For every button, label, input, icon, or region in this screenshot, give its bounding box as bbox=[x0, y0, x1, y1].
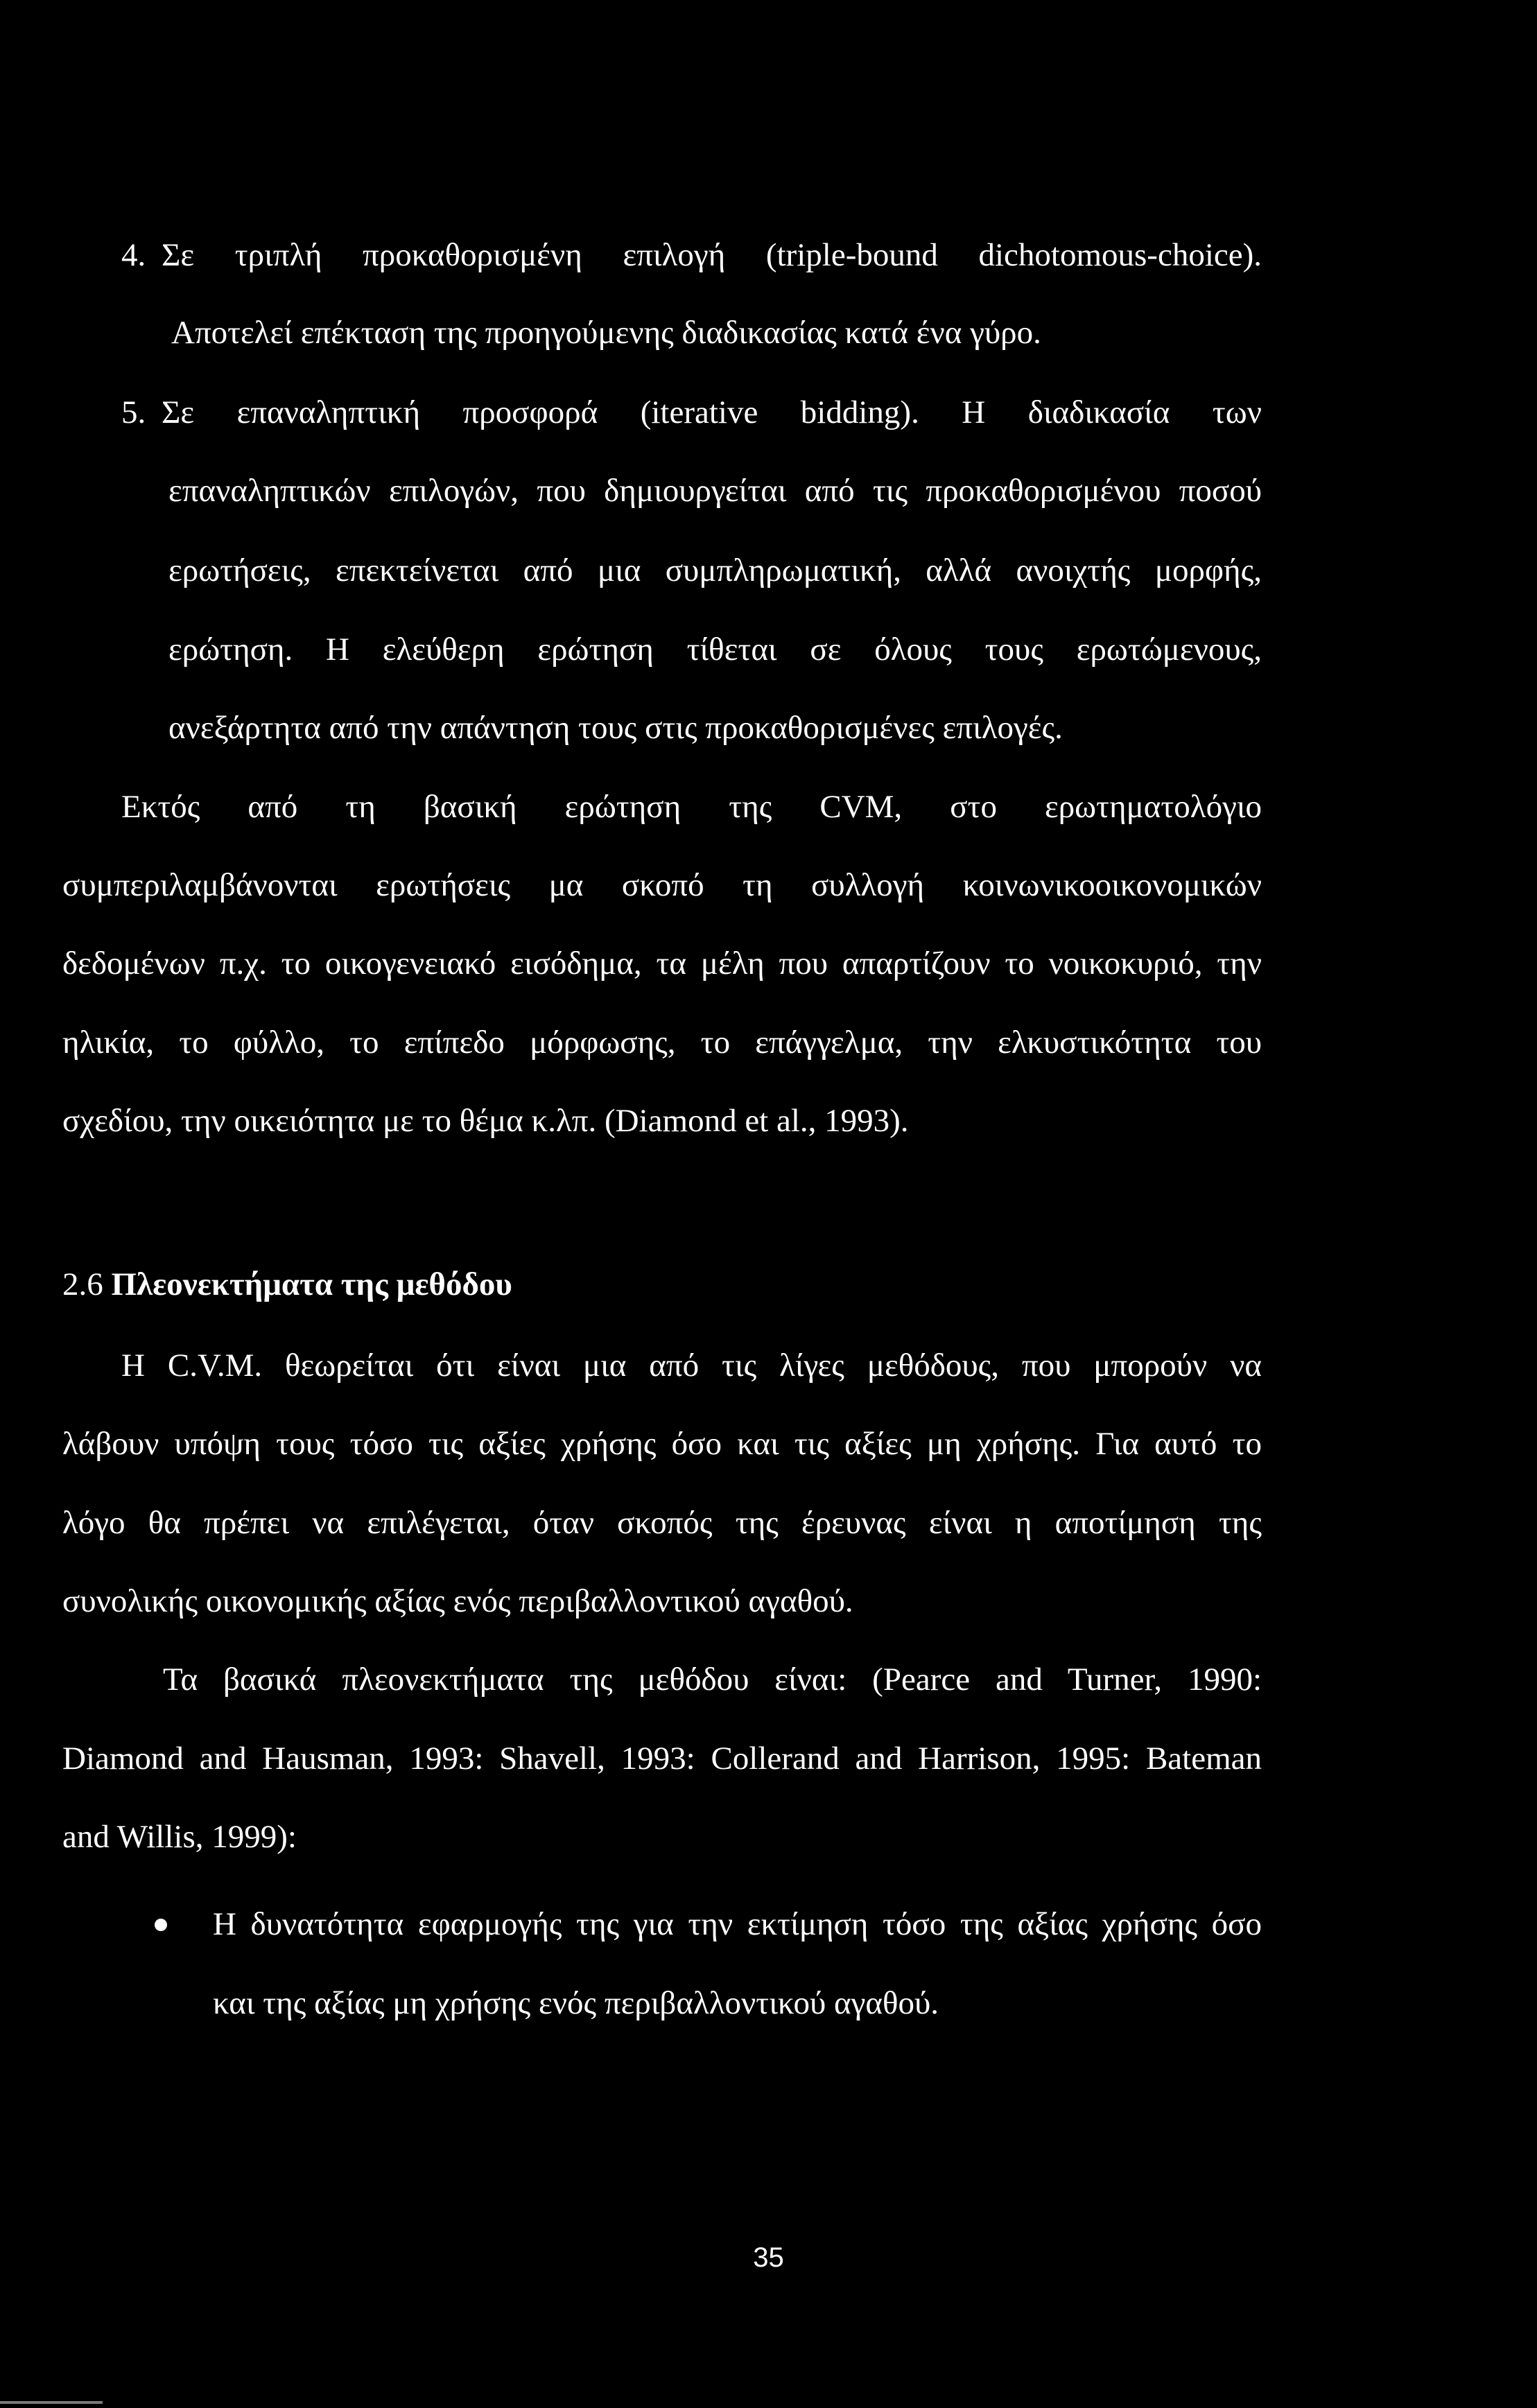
paragraph-2-line-3: λόγο θα πρέπει να επιλέγεται, όταν σκοπός της έρευνας είναι η αποτίμηση της bbox=[62, 1505, 1262, 1541]
paragraph-1-line-1: Εκτός από τη βασική ερώτηση της CVM, στο ερωτηματολόγιο bbox=[121, 789, 1262, 825]
paragraph-1-line-5: σχεδίου, την οικειότητα με το θέμα κ.λπ. (Diamond et al., 1993). bbox=[62, 1103, 909, 1139]
bullet-dot bbox=[155, 1919, 167, 1931]
paragraph-3-line-2: Diamond and Hausman, 1993: Shavell, 1993: Collerand and Harrison, 1995: Bateman bbox=[62, 1740, 1262, 1777]
paragraph-2-line-1: Η C.V.M. θεωρείται ότι είναι μια από τις λίγες μεθόδους, που μπορούν να bbox=[121, 1347, 1262, 1384]
list-item-4-text: Σε τριπλή προκαθορισμένη επιλογή (triple-bound dichotomous-choice). bbox=[162, 237, 1262, 273]
paragraph-1-line-4: ηλικία, το φύλλο, το επίπεδο μόρφωσης, το επάγγελμα, την ελκυστικότητα του bbox=[62, 1024, 1262, 1061]
section-heading bbox=[62, 1264, 512, 1305]
list-item-5-line-3: ερωτήσεις, επεκτείνεται από μια συμπληρωματική, αλλά ανοιχτής μορφής, bbox=[168, 552, 1262, 588]
list-item-4-line-2: Αποτελεί επέκταση της προηγούμενης διαδικασίας κατά ένα γύρο. bbox=[171, 315, 1041, 351]
paragraph-1-line-3: δεδομένων π.χ. το οικογενειακό εισόδημα, τα μέλη που απαρτίζουν το νοικοκυριό, την bbox=[62, 945, 1262, 981]
bullet-1-line-2: και της αξίας μη χρήσης ενός περιβαλλοντικού αγαθού. bbox=[213, 1985, 939, 2021]
list-item-5-line-5: ανεξάρτητα από την απάντηση τους στις προκαθορισμένες επιλογές. bbox=[168, 710, 1063, 746]
list-item-5-number: 5. bbox=[121, 394, 146, 430]
page-number: 35 bbox=[753, 2242, 784, 2273]
list-item-5-line-1 bbox=[121, 392, 1262, 433]
paragraph-1-line-2: συμπεριλαμβάνονται ερωτήσεις μα σκοπό τη συλλογή κοινωνικοοικονομικών bbox=[62, 867, 1262, 903]
paragraph-2-line-2: λάβουν υπόψη τους τόσο τις αξίες χρήσης όσο και τις αξίες μη χρήσης. Για αυτό το bbox=[62, 1426, 1262, 1462]
section-number: 2.6 bbox=[62, 1266, 103, 1302]
list-item-5-line-4: ερώτηση. Η ελεύθερη ερώτηση τίθεται σε όλους τους ερωτώμενους, bbox=[168, 631, 1262, 668]
scan-edge-mark bbox=[0, 2401, 103, 2404]
paragraph-3-line-3: and Willis, 1999): bbox=[62, 1819, 297, 1855]
paragraph-2-line-4: συνολικής οικονομικής αξίας ενός περιβαλλοντικού αγαθού. bbox=[62, 1583, 853, 1619]
bullet-1-line-1: Η δυνατότητα εφαρμογής της για την εκτίμηση τόσο της αξίας χρήσης όσο bbox=[213, 1906, 1262, 1942]
section-title: Πλεονεκτήματα της μεθόδου bbox=[111, 1266, 512, 1302]
list-item-5-line-2: επαναληπτικών επιλογών, που δημιουργείται από τις προκαθορισμένου ποσού bbox=[168, 473, 1262, 509]
paragraph-3-line-1: Τα βασικά πλεονεκτήματα της μεθόδου είναι: (Pearce and Turner, 1990: bbox=[163, 1661, 1262, 1698]
list-item-4-line-1 bbox=[121, 234, 1262, 276]
list-item-5-text: Σε επαναληπτική προσφορά (iterative bidding). Η διαδικασία των bbox=[162, 394, 1262, 430]
list-item-4-number: 4. bbox=[121, 237, 146, 273]
